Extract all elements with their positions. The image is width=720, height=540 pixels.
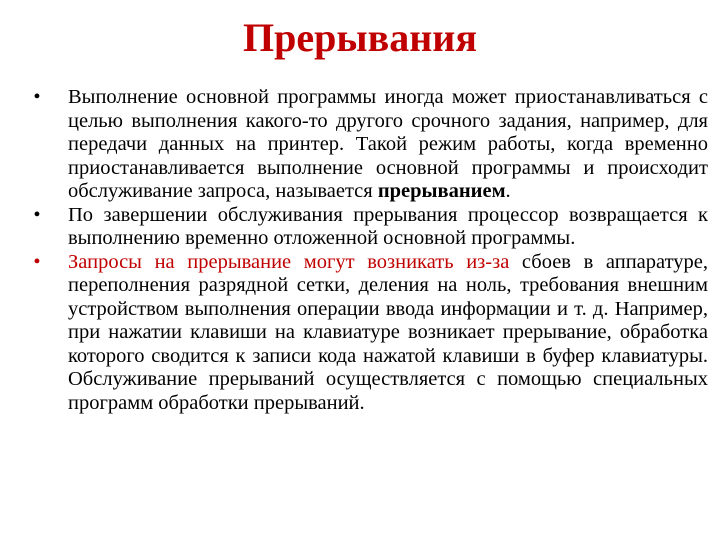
bullet-marker: • xyxy=(33,250,41,273)
slide-title: Прерывания xyxy=(243,15,477,60)
bullet-text: По завершении обслуживания прерывания процессор возвращается к выполнению временно отложенной основной программы. xyxy=(68,203,708,249)
bullet-marker: • xyxy=(33,86,41,108)
bullet-item-definition xyxy=(28,86,708,204)
highlighted-text: Запросы на прерывание могут возникать из-за xyxy=(68,250,510,273)
bullet-marker: • xyxy=(33,203,41,226)
bullet-item-return xyxy=(28,204,708,251)
bullet-text-end: . xyxy=(505,180,511,202)
bullet-text: Выполнение основной программы иногда может приостанавливаться с целью выполнения какого-то другого срочного задания, например, для передачи данных на принтер. Такой режим работы, когда временно приостанавливается выполнение основной программы и происходит обслуживание запроса, называется xyxy=(68,86,708,202)
bullet-text: сбоев в аппаратуре, переполнения разрядной сетки, деления на ноль, требования внешним устройством выполнения операции ввода информации и т. д. Например, при нажатии клавиши на клавиатуре возникает прерывание, обработка которого сводится к записи кода нажатой клавиши в буфер клавиатуры. Обслуживание прерываний осуществляется с помощью специальных программ обработки прерываний. xyxy=(68,250,708,414)
bullet-item-causes xyxy=(28,251,708,416)
bold-term: прерыванием xyxy=(377,180,506,202)
bullet-list xyxy=(28,86,708,415)
